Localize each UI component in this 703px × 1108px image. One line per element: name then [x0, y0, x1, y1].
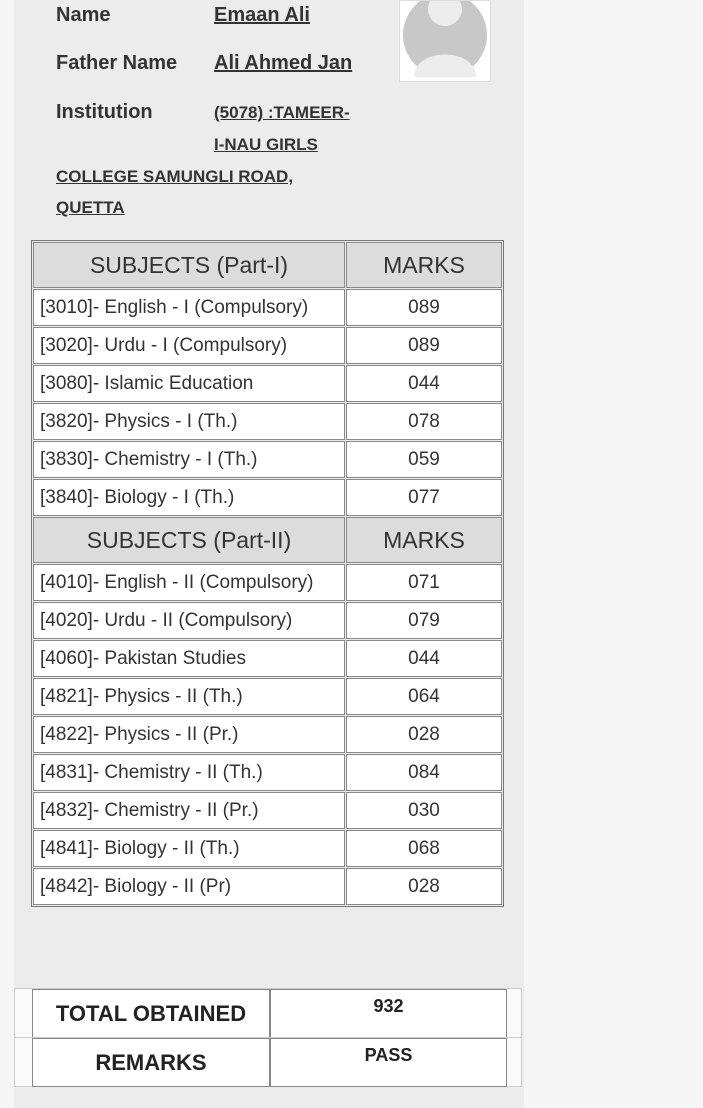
- marks-cell: 089: [346, 289, 502, 326]
- institution-line-4: QUETTA: [56, 198, 125, 217]
- subject-cell: [4832]- Chemistry - II (Pr.): [33, 792, 345, 829]
- table-row: [33, 602, 502, 639]
- subject-cell: [4020]- Urdu - II (Compulsory): [33, 602, 345, 639]
- subjects-header: SUBJECTS (Part-II): [33, 517, 345, 563]
- subject-cell: [3020]- Urdu - I (Compulsory): [33, 327, 345, 364]
- total-row: [14, 988, 522, 1038]
- part1-marks-table: [31, 240, 504, 907]
- table-row: [33, 830, 502, 867]
- name-value: Emaan Ali: [214, 4, 310, 26]
- remarks-value: PASS: [270, 1038, 507, 1087]
- table-row: [33, 868, 502, 905]
- total-value: 932: [270, 989, 507, 1038]
- subject-cell: [4822]- Physics - II (Pr.): [33, 716, 345, 753]
- table-row: [33, 564, 502, 601]
- subject-cell: [3080]- Islamic Education: [33, 365, 345, 402]
- father-name-label: Father Name: [56, 52, 178, 74]
- marks-cell: 044: [346, 640, 502, 677]
- remarks-label: REMARKS: [32, 1038, 270, 1087]
- subject-cell: [4821]- Physics - II (Th.): [33, 678, 345, 715]
- table-header-row: [33, 517, 502, 563]
- subject-cell: [4842]- Biology - II (Pr): [33, 868, 345, 905]
- marks-header: MARKS: [346, 517, 502, 563]
- institution-line-2: I-NAU GIRLS: [214, 135, 318, 154]
- table-row: [33, 441, 502, 478]
- subject-cell: [3820]- Physics - I (Th.): [33, 403, 345, 440]
- marks-cell: 028: [346, 716, 502, 753]
- table-row: [33, 403, 502, 440]
- remarks-row: [14, 1037, 522, 1087]
- avatar-placeholder-icon: [400, 1, 490, 81]
- table-row: [33, 479, 502, 516]
- name-label: Name: [56, 4, 111, 26]
- marks-cell: 030: [346, 792, 502, 829]
- marks-cell: 079: [346, 602, 502, 639]
- table-row: [33, 327, 502, 364]
- total-label: TOTAL OBTAINED: [32, 989, 270, 1038]
- subject-cell: [3840]- Biology - I (Th.): [33, 479, 345, 516]
- table-row: [33, 716, 502, 753]
- table-header-row: [33, 242, 502, 288]
- marks-cell: 078: [346, 403, 502, 440]
- marks-cell: 089: [346, 327, 502, 364]
- table-row: [33, 678, 502, 715]
- marks-cell: 059: [346, 441, 502, 478]
- marks-cell: 077: [346, 479, 502, 516]
- subject-cell: [4841]- Biology - II (Th.): [33, 830, 345, 867]
- marks-cell: 084: [346, 754, 502, 791]
- table-row: [33, 640, 502, 677]
- subjects-header: SUBJECTS (Part-I): [33, 242, 345, 288]
- institution-line-1: (5078) :TAMEER-: [214, 103, 350, 122]
- institution-line-3: COLLEGE SAMUNGLI ROAD,: [56, 167, 294, 186]
- marks-cell: 028: [346, 868, 502, 905]
- marks-cell: 044: [346, 365, 502, 402]
- table-row: [33, 754, 502, 791]
- marks-header: MARKS: [346, 242, 502, 288]
- marks-cell: 064: [346, 678, 502, 715]
- institution-label: Institution: [56, 101, 153, 123]
- subject-cell: [3010]- English - I (Compulsory): [33, 289, 345, 326]
- father-name-value: Ali Ahmed Jan: [214, 52, 353, 74]
- subject-cell: [4060]- Pakistan Studies: [33, 640, 345, 677]
- table-row: [33, 289, 502, 326]
- marks-cell: 068: [346, 830, 502, 867]
- subject-cell: [4010]- English - II (Compulsory): [33, 564, 345, 601]
- student-photo: [399, 0, 491, 82]
- marks-cell: 071: [346, 564, 502, 601]
- subject-cell: [3830]- Chemistry - I (Th.): [33, 441, 345, 478]
- subject-cell: [4831]- Chemistry - II (Th.): [33, 754, 345, 791]
- table-row: [33, 365, 502, 402]
- table-row: [33, 792, 502, 829]
